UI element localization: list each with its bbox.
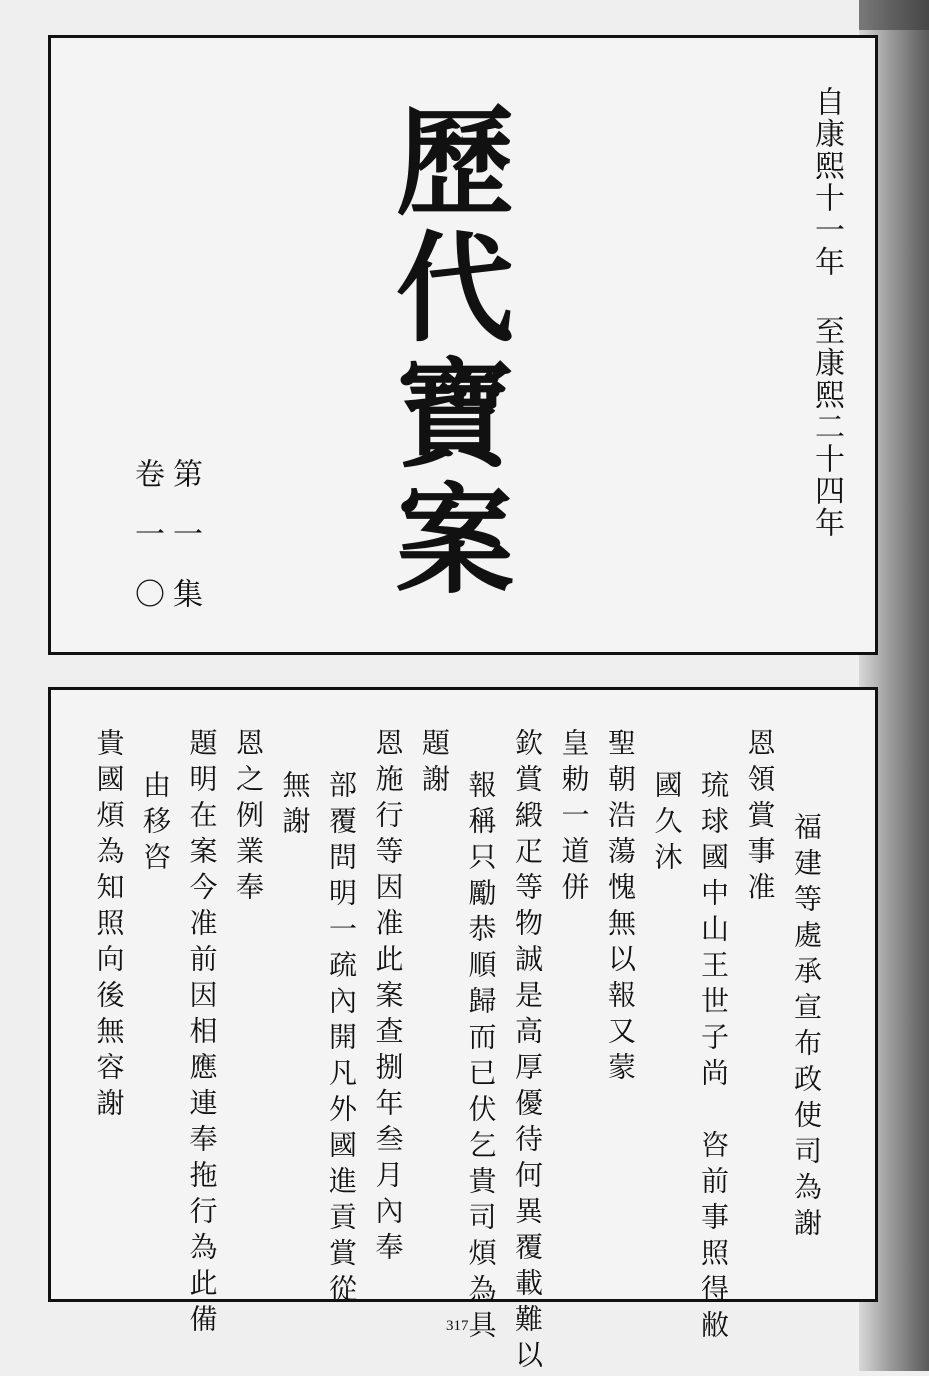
document-line: 恩領賞事准 (743, 728, 777, 908)
document-line: 報稱只勵恭順歸而已伏乞貴司煩為具 (464, 770, 498, 1346)
document-line: 恩施行等因准此案查捌年叁月內奉 (371, 728, 405, 1268)
document-line: 題明在案今准前因相應連奉拖行為此備 (185, 728, 219, 1340)
document-line: 由移咨 (139, 770, 172, 878)
document-line: 貴國煩為知照向後無容謝 (92, 728, 126, 1124)
document-line: 欽賞緞疋等物誠是高厚優待何異覆載難以 (511, 728, 544, 1376)
document-line: 琉球國中山王世子尚 咨前事照得敝 (697, 770, 730, 1346)
document-line: 皇勅一道併 (557, 728, 591, 908)
document-line: 無謝 (278, 770, 312, 842)
page-number: 317 (446, 1318, 469, 1334)
document-line: 恩之例業奉 (232, 728, 265, 908)
date-range-line: 至康熙二十四年 (809, 315, 844, 539)
document-line: 福建等處承宣布政使司為謝 (790, 812, 823, 1244)
document-line: 聖朝浩蕩愧無以報又蒙 (604, 728, 637, 1088)
document-line: 題謝 (418, 728, 451, 800)
date-range-line: 自康熙十一年 (809, 86, 844, 278)
date-range (807, 86, 845, 539)
document-line: 國久沐 (650, 770, 684, 878)
document-line: 部覆問明一疏內開凡外國進貢賞從 (325, 770, 358, 1310)
binding-shadow-top (859, 0, 929, 30)
main-title: 歷代寶案 (375, 100, 515, 604)
title-panel (48, 35, 878, 655)
collection-number: 第一集 (167, 458, 202, 638)
volume-number: 卷一〇 (129, 458, 164, 638)
